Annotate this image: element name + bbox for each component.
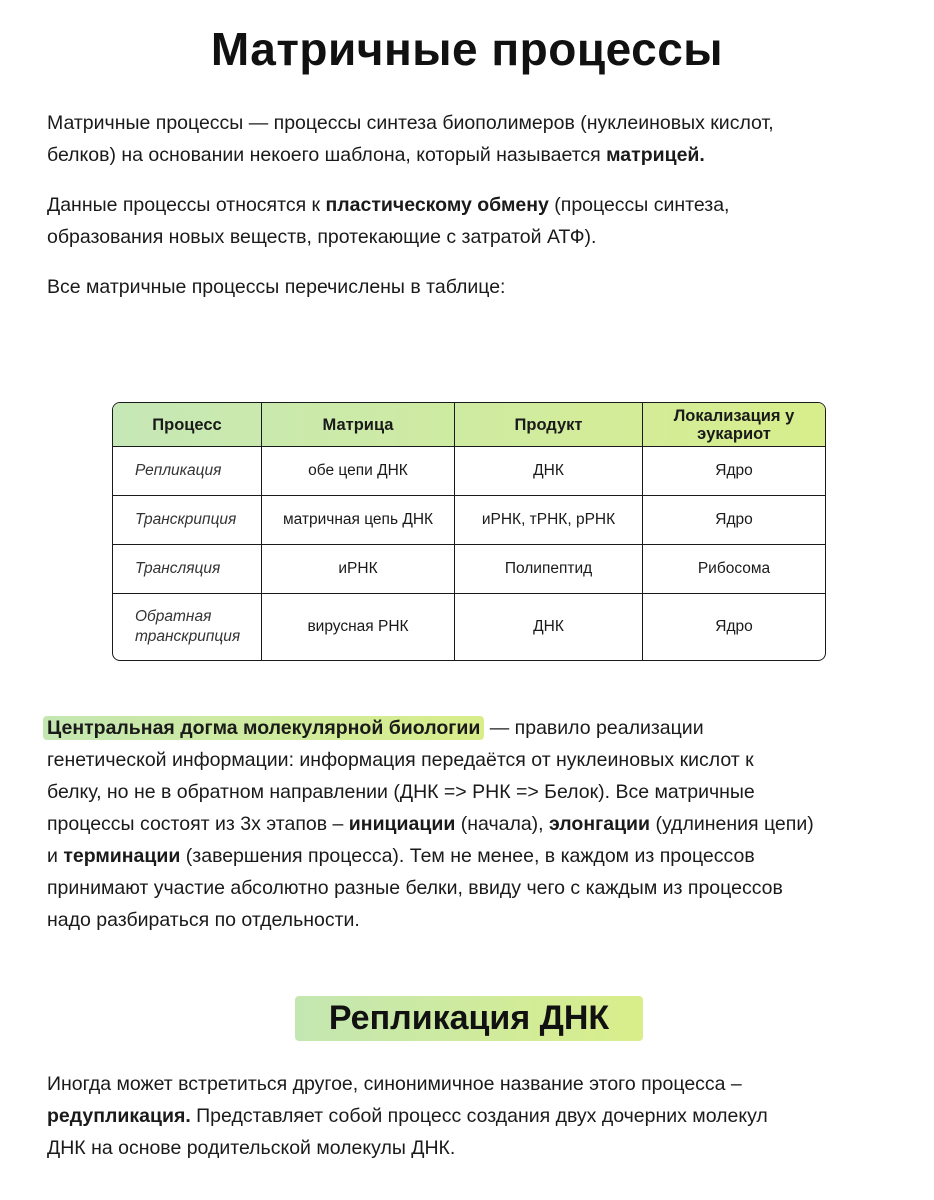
text-line (47, 107, 907, 139)
paragraph-table-intro (47, 271, 907, 303)
text-segment: ДНК на основе родительской молекулы ДНК. (47, 1137, 456, 1159)
bold-term: матрицей. (606, 144, 705, 166)
text-line (47, 904, 907, 936)
paragraph-plastic-exchange (47, 189, 907, 253)
highlighted-term: Центральная догма молекулярной биологии (43, 716, 484, 740)
text-segment: (начала), (455, 813, 549, 835)
text-line (47, 271, 907, 303)
cell-localization: Рибосома (643, 545, 825, 594)
table-row (113, 496, 825, 545)
paragraph-replication (47, 1068, 907, 1164)
page-title: Матричные процессы (210, 23, 724, 75)
table-header-row (113, 403, 825, 447)
text-line (47, 189, 907, 221)
bold-term: терминации (63, 845, 181, 867)
cell-product: Полипептид (455, 545, 643, 594)
text-line (47, 1068, 907, 1100)
text-segment: генетической информации: информация передаётся от нуклеиновых кислот к (47, 749, 754, 771)
text-line (47, 1100, 907, 1132)
cell-matrix: иРНК (262, 545, 455, 594)
matrix-processes-table (112, 402, 826, 661)
bold-term: инициации (348, 813, 456, 835)
text-line (47, 776, 907, 808)
text-line (47, 712, 907, 744)
cell-process: Трансляция (113, 545, 262, 594)
cell-localization: Ядро (643, 447, 825, 496)
header-product: Продукт (455, 403, 643, 447)
text-line (47, 221, 907, 253)
text-segment: Представляет собой процесс создания двух дочерних молекул (190, 1105, 768, 1127)
table-row (113, 594, 825, 660)
text-segment: и (47, 845, 64, 867)
text-segment: надо разбираться по отдельности. (47, 909, 360, 931)
cell-matrix: вирусная РНК (262, 594, 455, 660)
cell-product: ДНК (455, 447, 643, 496)
text-segment: Матричные процессы — процессы синтеза биополимеров (нуклеиновых кислот, (47, 112, 774, 134)
text-segment: принимают участие абсолютно разные белки, ввиду чего с каждым из процессов (47, 877, 783, 899)
cell-product: иРНК, тРНК, рРНК (455, 496, 643, 545)
bold-term: пластическому обмену (325, 194, 549, 216)
table-row (113, 447, 825, 496)
cell-matrix: обе цепи ДНК (262, 447, 455, 496)
paragraph-definition (47, 107, 907, 171)
text-line (47, 840, 907, 872)
text-segment: Все матричные процессы перечислены в таблице: (47, 276, 506, 298)
header-matrix: Матрица (262, 403, 455, 447)
section-heading: Репликация ДНК (295, 996, 643, 1041)
text-segment: (процессы синтеза, (548, 194, 730, 216)
cell-localization: Ядро (643, 496, 825, 545)
cell-process: Обратная транскрипция (113, 594, 262, 660)
cell-process: Транскрипция (113, 496, 262, 545)
text-segment: процессы состоят из 3х этапов – (47, 813, 349, 835)
cell-product: ДНК (455, 594, 643, 660)
text-segment: белков) на основании некоего шаблона, который называется (47, 144, 607, 166)
text-segment: белку, но не в обратном направлении (ДНК => РНК => Белок). Все матричные (47, 781, 755, 803)
bold-term: элонгации (549, 813, 651, 835)
header-process: Процесс (113, 403, 262, 447)
text-segment: Иногда может встретиться другое, синонимичное название этого процесса – (47, 1073, 742, 1095)
cell-matrix: матричная цепь ДНК (262, 496, 455, 545)
cell-localization: Ядро (715, 618, 753, 635)
text-line (47, 1132, 907, 1164)
text-segment: — правило реализации (484, 717, 704, 739)
text-line (47, 808, 907, 840)
text-segment: (удлинения цепи) (650, 813, 814, 835)
text-line (47, 744, 907, 776)
cell-process: Репликация (113, 447, 262, 496)
header-localization: Локализация у эукариот (643, 403, 825, 447)
text-segment: образования новых веществ, протекающие с затратой АТФ). (47, 226, 597, 248)
text-segment: (завершения процесса). Тем не менее, в каждом из процессов (180, 845, 755, 867)
paragraph-central-dogma (47, 712, 907, 936)
bold-term: редупликация. (47, 1105, 191, 1127)
text-segment: Данные процессы относятся к (47, 194, 326, 216)
text-line (47, 872, 907, 904)
text-line (47, 139, 907, 171)
table-row (113, 545, 825, 594)
